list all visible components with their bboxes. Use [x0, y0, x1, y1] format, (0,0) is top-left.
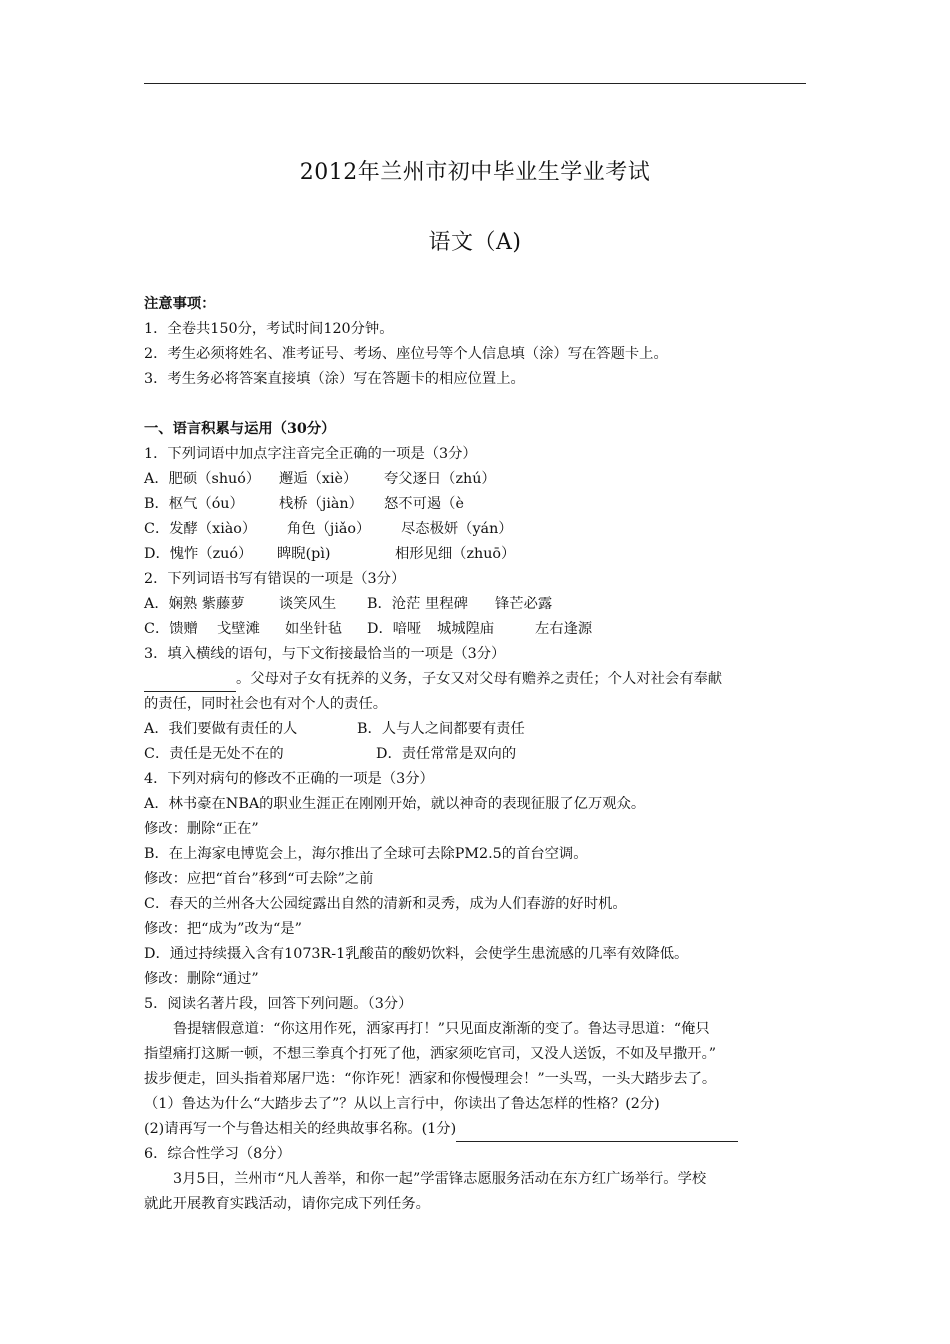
question-line: A．林书豪在NBA的职业生涯正在刚刚开始，就以神奇的表现征服了亿万观众。 [144, 796, 646, 812]
option-cell: A．我们要做有责任的人 [144, 721, 298, 737]
passage-text: 。父母对子女有抚养的义务，子女又对父母有赡养之责任；个人对社会有奉献 [236, 671, 723, 687]
option-row [144, 542, 806, 567]
option-cell: 如坐针毡 [285, 621, 343, 637]
passage-line: 指望痛打这厮一顿，不想三拳真个打死了他，洒家须吃官司，又没人送饭，不如及早撒开。” [144, 1046, 717, 1062]
question-line: 修改：删除“正在” [144, 821, 259, 837]
question-stem: 6．综合性学习（8分） [144, 1146, 291, 1162]
notice-item: 1．全卷共150分，考试时间120分钟。 [144, 321, 394, 337]
option-cell: 锋芒必露 [495, 596, 553, 612]
header-rule [144, 83, 806, 84]
option-row [144, 517, 806, 542]
option-row [144, 467, 806, 492]
option-cell: D．喑哑 [367, 621, 422, 637]
option-cell: 谈笑风生 [279, 596, 337, 612]
question-line: D．通过持续摄入含有1073R-1乳酸苗的酸奶饮料，会使学生患流感的几率有效降低。 [144, 946, 689, 962]
option-cell: 睥睨(pì) [277, 546, 331, 562]
option-row [144, 742, 806, 767]
option-cell: D．愧怍（zuó） [144, 546, 253, 562]
sub-question [144, 1117, 806, 1142]
option-cell: 邂逅（xiè） [279, 471, 358, 487]
notice-heading: 注意事项： [144, 296, 216, 312]
passage-line: 的责任，同时社会也有对个人的责任。 [144, 696, 388, 712]
question-line: 修改：应把“首台”移到“可去除”之前 [144, 871, 374, 887]
question-stem: 2．下列词语书写有错误的一项是（3分） [144, 571, 406, 587]
notice-item: 2．考生必须将姓名、准考证号、考场、座位号等个人信息填（涂）写在答题卡上。 [144, 346, 668, 362]
option-row [144, 717, 806, 742]
option-cell: B．枢气（óu） [144, 496, 244, 512]
passage-line [144, 667, 806, 692]
option-cell: A．娴熟 紫藤萝 [144, 596, 245, 612]
notice-item: 3．考生务必将答案直接填（涂）写在答题卡的相应位置上。 [144, 371, 525, 387]
option-cell: 左右逢源 [535, 621, 593, 637]
question-line: 修改：把“成为”改为“是” [144, 921, 302, 937]
sub-question: （1）鲁达为什么“大踏步去了”？从以上言行中，你读出了鲁达怎样的性格？(2分) [144, 1096, 660, 1112]
option-cell: 角色（jiǎo） [287, 521, 371, 537]
question-line: C．春天的兰州各大公园绽露出自然的清新和灵秀，成为人们春游的好时机。 [144, 896, 627, 912]
question-stem: 4．下列对病句的修改不正确的一项是（3分） [144, 771, 434, 787]
sub-question-text: (2)请再写一个与鲁达相关的经典故事名称。(1分) [144, 1121, 457, 1137]
option-cell: B．沧茫 [367, 596, 421, 612]
exam-title: 2012年兰州市初中毕业生学业考试 [299, 160, 651, 185]
question-stem: 3．填入横线的语句，与下文衔接最恰当的一项是（3分） [144, 646, 506, 662]
exam-subtitle: 语文（A) [428, 230, 522, 255]
question-stem: 1．下列词语中加点字注音完全正确的一项是（3分） [144, 446, 477, 462]
option-cell: 城城隍庙 [437, 621, 495, 637]
option-cell: C．责任是无处不在的 [144, 746, 284, 762]
exam-content [144, 292, 806, 1217]
section-heading: 一、语言积累与运用（30分） [144, 421, 336, 437]
passage-line: 鲁提辖假意道：“你这用作死，洒家再打！”只见面皮渐渐的变了。鲁达寻思道：“俺只 [173, 1021, 710, 1037]
question-line: B．在上海家电博览会上，海尔推出了全球可去除PM2.5的首台空调。 [144, 846, 588, 862]
option-cell: 戈壁滩 [217, 621, 260, 637]
option-row [144, 617, 806, 642]
option-cell: 栈桥（jiàn） [279, 496, 363, 512]
option-row [144, 492, 806, 517]
option-cell: C．馈赠 [144, 621, 198, 637]
spacer [144, 392, 806, 417]
option-cell: 怒不可遏（è [384, 496, 464, 512]
option-cell: C．发酵（xiào） [144, 521, 257, 537]
option-cell: A．肥硕（shuó） [144, 471, 261, 487]
option-cell: 尽态极妍（yán） [401, 521, 513, 537]
option-cell: 里程碑 [425, 596, 468, 612]
option-cell: B．人与人之间都要有责任 [357, 721, 525, 737]
question-line: 修改：删除“通过” [144, 971, 259, 987]
option-cell: D．责任常常是双向的 [376, 746, 517, 762]
option-cell: 夸父逐日（zhú） [384, 471, 496, 487]
question-stem: 5．阅读名著片段，回答下列问题。（3分） [144, 996, 413, 1012]
passage-line: 拔步便走，回头指着郑屠尸选：“你诈死！洒家和你慢慢理会！”一头骂，一头大踏步去了。 [144, 1071, 717, 1087]
passage-line: 3月5日，兰州市“凡人善举，和你一起”学雷锋志愿服务活动在东方红广场举行。学校 [173, 1171, 707, 1187]
option-row [144, 592, 806, 617]
passage-line: 就此开展教育实践活动，请你完成下列任务。 [144, 1196, 430, 1212]
answer-blank[interactable] [456, 1123, 738, 1142]
fill-blank[interactable] [144, 673, 236, 692]
option-cell: 相形见细（zhuō） [395, 546, 516, 562]
